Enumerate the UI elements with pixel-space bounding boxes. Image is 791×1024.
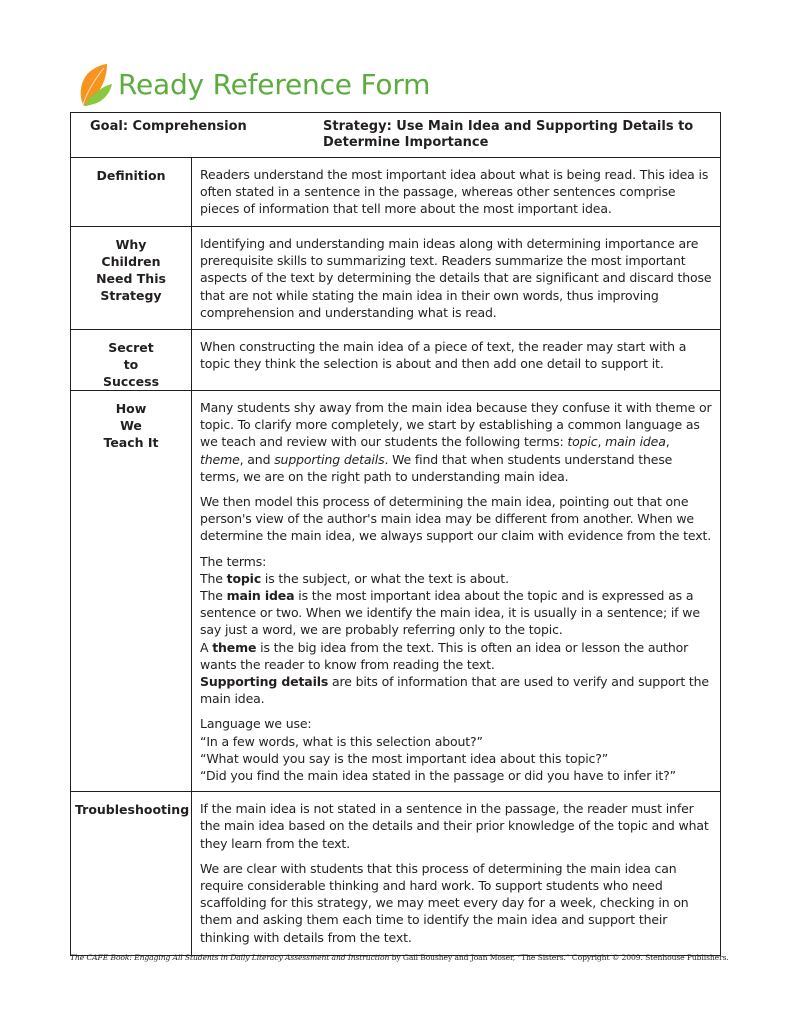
term-supporting-details: Supporting details are bits of information that are used to verify and support the main idea. bbox=[200, 674, 709, 707]
terms-intro: The terms: bbox=[200, 553, 267, 569]
term-main-idea: The main idea is the most important idea about the topic and is expressed as a sentence or two. When we identify the main idea, it is usually in a sentence; if we say just a word, we are probably referring only to the topic. bbox=[200, 588, 700, 638]
reference-form bbox=[70, 112, 721, 956]
troubleshooting-text bbox=[192, 792, 720, 955]
definition-row bbox=[71, 158, 720, 227]
why-row bbox=[71, 227, 720, 330]
term-topic: The topic is the subject, or what the text is about. bbox=[200, 570, 509, 586]
goal-strategy-row bbox=[71, 113, 720, 158]
question-1: “In a few words, what is this selection about?” bbox=[200, 733, 483, 749]
question-3: “Did you find the main idea stated in the passage or did you have to infer it?” bbox=[200, 768, 676, 784]
leaf-logo-icon bbox=[76, 62, 116, 110]
language-block bbox=[200, 715, 714, 784]
secret-row bbox=[71, 330, 720, 391]
troubleshooting-paragraph-1: If the main idea is not stated in a sentence in the passage, the reader must infer the main idea based on the details and their prior knowledge of the topic and what they learn from the text. bbox=[200, 801, 709, 851]
how-text bbox=[192, 391, 720, 791]
goal-label: Goal: Comprehension bbox=[90, 119, 247, 134]
language-intro: Language we use: bbox=[200, 716, 312, 732]
why-label: Why Children Need This Strategy bbox=[71, 227, 192, 329]
page-title: Ready Reference Form bbox=[118, 68, 431, 101]
definition-label: Definition bbox=[71, 158, 192, 226]
how-paragraph-1: Many students shy away from the main idea because they confuse it with theme or topic. To clarify more completely, we start by establishing a common language as we teach and review with our students the following terms: topic, main idea, theme, and supporting details. We find that when students understand these terms, we are on the right path to understanding main idea. bbox=[200, 400, 712, 484]
definition-text: Readers understand the most important idea about what is being read. This idea is often stated in a sentence in the passage, whereas other sentences comprise pieces of information that tell more about the most important idea. bbox=[200, 167, 709, 217]
how-paragraph-2: We then model this process of determining the main idea, pointing out that one person's view of the author's main idea may be different from another. When we determine the main idea, we always support our claim with evidence from the text. bbox=[200, 494, 712, 544]
why-text: Identifying and understanding main ideas along with determining importance are prerequisite skills to summarizing text. Readers summarize the most important aspects of the text by determining the details that are significant and discard those that are not while stating the main idea in their own words, thus improving comprehension and understanding what is read. bbox=[200, 236, 712, 320]
question-2: “What would you say is the most important idea about this topic?” bbox=[200, 750, 609, 766]
troubleshooting-label: Troubleshooting bbox=[71, 792, 192, 955]
secret-label: Secret to Success bbox=[71, 330, 192, 390]
how-row bbox=[71, 391, 720, 792]
strategy-label: Strategy: Use Main Idea and Supporting Details to Determine Importance bbox=[323, 119, 694, 150]
troubleshooting-paragraph-2: We are clear with students that this process of determining the main idea can require considerable thinking and hard work. To support students who need scaffolding for this strategy, we may meet every day for a week, checking in on them and asking them each time to identify the main idea and support their thinking with details from the text. bbox=[200, 860, 689, 945]
page-header bbox=[76, 62, 716, 110]
book-credit: by Gail Boushey and Joan Moser, “The Sisters.” Copyright © 2009. Stenhouse Publishers. bbox=[389, 953, 729, 962]
how-label: How We Teach It bbox=[71, 391, 192, 791]
troubleshooting-row bbox=[71, 792, 720, 955]
terms-block bbox=[200, 553, 714, 708]
term-theme: A theme is the big idea from the text. This is often an idea or lesson the author wants the reader to know from reading the text. bbox=[200, 639, 689, 672]
book-title: The CAFE Book: Engaging All Students in Daily Literacy Assessment and Instruction bbox=[70, 953, 390, 962]
secret-text: When constructing the main idea of a piece of text, the reader may start with a topic they think the selection is about and then add one detail to support it. bbox=[200, 339, 687, 372]
footer-citation bbox=[70, 953, 729, 962]
